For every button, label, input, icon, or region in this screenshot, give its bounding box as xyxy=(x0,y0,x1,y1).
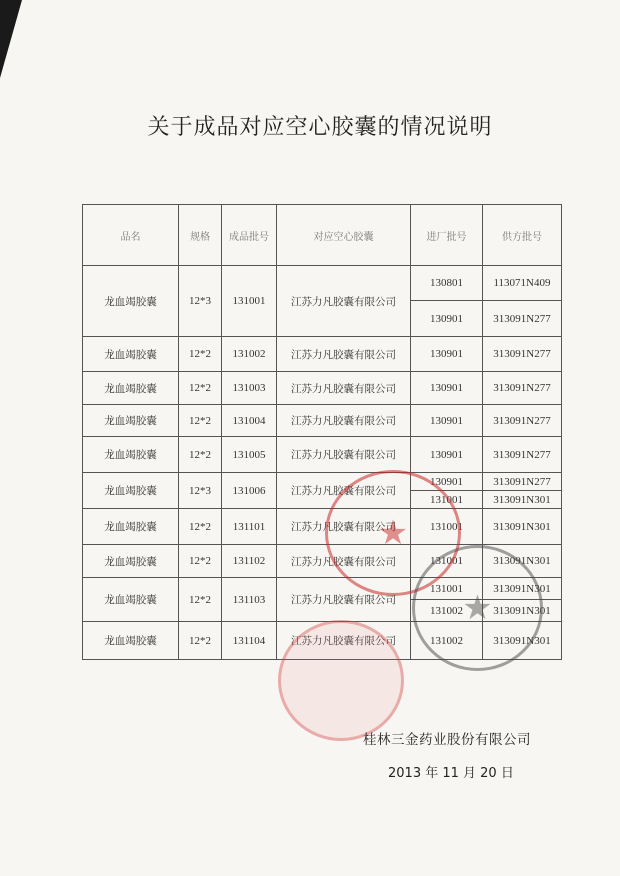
table-row xyxy=(83,622,562,660)
cell-incoming-lot: 131001 xyxy=(411,578,483,600)
cell-supplier: 江苏力凡胶囊有限公司 xyxy=(277,266,411,337)
cell-supplier-lot: 313091N277 xyxy=(483,473,562,491)
header-supplier-lot: 供方批号 xyxy=(483,205,562,266)
cell-product: 龙血竭胶囊 xyxy=(83,337,179,372)
cell-product: 龙血竭胶囊 xyxy=(83,545,179,578)
cell-spec: 12*2 xyxy=(179,337,222,372)
cell-supplier: 江苏力凡胶囊有限公司 xyxy=(277,578,411,622)
cell-incoming-lot: 130801 xyxy=(411,266,483,301)
table-row xyxy=(83,266,562,301)
cell-supplier: 江苏力凡胶囊有限公司 xyxy=(277,509,411,545)
grey-inspection-seal-icon: ★ xyxy=(412,545,543,671)
cell-batch: 131003 xyxy=(222,372,277,405)
cell-product: 龙血竭胶囊 xyxy=(83,622,179,660)
cell-incoming-lot: 130901 xyxy=(411,337,483,372)
cell-supplier: 江苏力凡胶囊有限公司 xyxy=(277,372,411,405)
cell-product: 龙血竭胶囊 xyxy=(83,372,179,405)
folded-corner xyxy=(0,0,22,78)
cell-incoming-lot: 131001 xyxy=(411,509,483,545)
document-title: 关于成品对应空心胶囊的情况说明 xyxy=(147,115,493,140)
cell-batch: 131006 xyxy=(222,473,277,509)
table-row xyxy=(83,545,562,578)
cell-supplier-lot: 313091N301 xyxy=(483,545,562,578)
header-spec: 规格 xyxy=(179,205,222,266)
cell-batch: 131104 xyxy=(222,622,277,660)
cell-supplier-lot: 313091N277 xyxy=(483,437,562,473)
cell-incoming-lot: 130901 xyxy=(411,372,483,405)
table-row xyxy=(83,578,562,600)
cell-supplier-lot: 313091N301 xyxy=(483,509,562,545)
cell-product: 龙血竭胶囊 xyxy=(83,509,179,545)
table-row xyxy=(83,337,562,372)
table-row xyxy=(83,509,562,545)
cell-incoming-lot: 131001 xyxy=(411,491,483,509)
cell-incoming-lot: 131002 xyxy=(411,600,483,622)
header-batch: 成品批号 xyxy=(222,205,277,266)
cell-product: 龙血竭胶囊 xyxy=(83,578,179,622)
cell-incoming-lot: 130901 xyxy=(411,405,483,437)
cell-spec: 12*2 xyxy=(179,372,222,405)
cell-batch: 131004 xyxy=(222,405,277,437)
cell-supplier: 江苏力凡胶囊有限公司 xyxy=(277,337,411,372)
table-row xyxy=(83,405,562,437)
cell-incoming-lot: 130901 xyxy=(411,301,483,337)
cell-supplier: 江苏力凡胶囊有限公司 xyxy=(277,545,411,578)
cell-incoming-lot: 130901 xyxy=(411,473,483,491)
cell-spec: 12*3 xyxy=(179,266,222,337)
cell-batch: 131103 xyxy=(222,578,277,622)
cell-supplier-lot: 313091N301 xyxy=(483,622,562,660)
cell-supplier-lot: 313091N277 xyxy=(483,301,562,337)
cell-supplier: 江苏力凡胶囊有限公司 xyxy=(277,405,411,437)
cell-supplier-lot: 313091N301 xyxy=(483,578,562,600)
red-star-seal-icon: ★ xyxy=(325,470,461,596)
cell-supplier-lot: 313091N277 xyxy=(483,405,562,437)
cell-supplier-lot: 113071N409 xyxy=(483,266,562,301)
cell-batch: 131101 xyxy=(222,509,277,545)
cell-spec: 12*2 xyxy=(179,405,222,437)
cell-incoming-lot: 130901 xyxy=(411,437,483,473)
batch-table xyxy=(82,204,562,660)
cell-spec: 12*2 xyxy=(179,622,222,660)
cell-batch: 131005 xyxy=(222,437,277,473)
cell-supplier-lot: 313091N277 xyxy=(483,372,562,405)
cell-product: 龙血竭胶囊 xyxy=(83,266,179,337)
cell-spec: 12*3 xyxy=(179,473,222,509)
table-row xyxy=(83,372,562,405)
table-row xyxy=(83,473,562,491)
cell-spec: 12*2 xyxy=(179,545,222,578)
cell-batch: 131102 xyxy=(222,545,277,578)
cell-supplier-lot: 313091N301 xyxy=(483,600,562,622)
header-product: 品名 xyxy=(83,205,179,266)
cell-spec: 12*2 xyxy=(179,509,222,545)
cell-supplier-lot: 313091N301 xyxy=(483,491,562,509)
cell-product: 龙血竭胶囊 xyxy=(83,437,179,473)
cell-supplier: 江苏力凡胶囊有限公司 xyxy=(277,473,411,509)
cell-supplier-lot: 313091N277 xyxy=(483,337,562,372)
cell-supplier: 江苏力凡胶囊有限公司 xyxy=(277,622,411,660)
header-capsule-supplier: 对应空心胶囊 xyxy=(277,205,411,266)
cell-incoming-lot: 131001 xyxy=(411,545,483,578)
company-name: 桂林三金药业股份有限公司 xyxy=(363,732,531,748)
header-incoming-lot: 进厂批号 xyxy=(411,205,483,266)
cell-supplier: 江苏力凡胶囊有限公司 xyxy=(277,437,411,473)
cell-incoming-lot: 131002 xyxy=(411,622,483,660)
cell-spec: 12*2 xyxy=(179,578,222,622)
cell-product: 龙血竭胶囊 xyxy=(83,405,179,437)
cell-spec: 12*2 xyxy=(179,437,222,473)
table-row xyxy=(83,437,562,473)
document-date: 2013 年 11 月 20 日 xyxy=(388,766,514,781)
cell-product: 龙血竭胶囊 xyxy=(83,473,179,509)
table-header-row xyxy=(83,205,562,266)
cell-batch: 131002 xyxy=(222,337,277,372)
cell-batch: 131001 xyxy=(222,266,277,337)
